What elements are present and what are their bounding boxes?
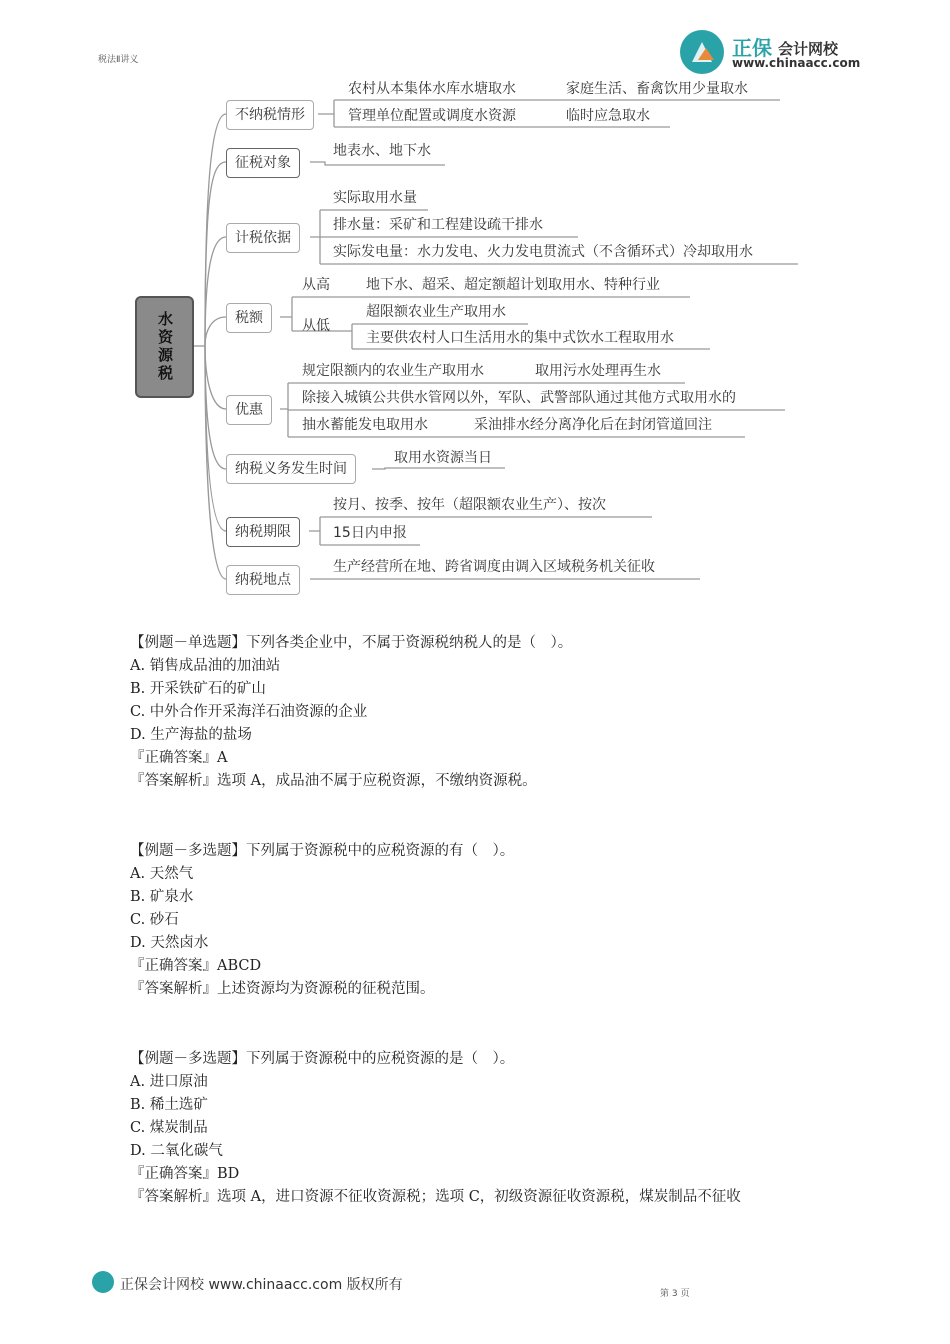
option: C. 中外合作开采海洋石油资源的企业 [130,704,368,720]
branch-non-taxable: 不纳税情形 [226,100,314,130]
option: A. 销售成品油的加油站 [130,658,281,674]
option: B. 矿泉水 [130,889,194,905]
mindmap-root: 水资源税 [135,296,194,398]
leaf: 主要供农村人口生活用水的集中式饮水工程取用水 [366,330,674,346]
answer: 『正确答案』A [130,750,228,766]
leaf: 除接入城镇公共供水管网以外，军队、武警部队通过其他方式取用水的 [302,390,736,406]
branch-payment-place: 纳税地点 [226,565,300,595]
leaf: 家庭生活、畜禽饮用少量取水 [566,81,748,97]
branch-tax-basis: 计税依据 [226,223,300,253]
explanation: 『答案解析』选项 A，成品油不属于应税资源，不缴纳资源税。 [130,773,537,789]
logo-text: 正保 [732,36,772,60]
answer: 『正确答案』BD [130,1166,240,1182]
explanation: 『答案解析』上述资源均为资源税的征税范围。 [130,981,435,997]
option: A. 天然气 [130,866,194,882]
leaf: 取用水资源当日 [394,450,492,466]
footer-logo-icon [92,1271,114,1293]
branch-tax-object: 征税对象 [226,148,300,178]
option: C. 砂石 [130,912,179,928]
question-stem: 【例题－多选题】下列属于资源税中的应税资源的有（ ）。 [130,843,515,859]
leaf: 15日内申报 [333,525,407,541]
leaf: 抽水蓄能发电取用水 [302,417,428,433]
leaf: 临时应急取水 [566,108,650,124]
option: B. 开采铁矿石的矿山 [130,681,266,697]
branch-tax-rate: 税额 [226,303,272,333]
branch-payment-period: 纳税期限 [226,517,300,547]
leaf: 超限额农业生产取用水 [366,304,506,320]
option: D. 天然卤水 [130,935,209,951]
leaf: 从低 [302,318,330,334]
leaf: 规定限额内的农业生产取用水 [302,363,484,379]
question-stem: 【例题－单选题】下列各类企业中，不属于资源税纳税人的是（ ）。 [130,635,573,651]
logo-url: www.chinaacc.com [732,56,861,70]
header-label: 税法Ⅱ讲义 [98,55,139,65]
leaf: 按月、按季、按年（超限额农业生产）、按次 [333,497,606,513]
page-number: 第 3 页 [660,1289,690,1299]
option: D. 二氧化碳气 [130,1143,223,1159]
option: A. 进口原油 [130,1074,208,1090]
logo-subtext: 会计网校 [778,40,839,58]
option: D. 生产海盐的盐场 [130,727,252,743]
question-stem: 【例题－多选题】下列属于资源税中的应税资源的是（ ）。 [130,1051,515,1067]
option: B. 稀土选矿 [130,1097,208,1113]
branch-obligation-time: 纳税义务发生时间 [226,454,356,484]
leaf: 从高 [302,277,330,293]
leaf: 地下水、超采、超定额超计划取用水、特种行业 [366,277,660,293]
leaf: 实际取用水量 [333,190,417,206]
leaf: 采油排水经分离净化后在封闭管道回注 [474,417,712,433]
leaf: 地表水、地下水 [333,143,431,159]
leaf: 排水量：采矿和工程建设疏干排水 [333,217,543,233]
footer-copyright: 正保会计网校 www.chinaacc.com 版权所有 [120,1277,403,1293]
answer: 『正确答案』ABCD [130,958,262,974]
leaf: 农村从本集体水库水塘取水 [348,81,516,97]
leaf: 管理单位配置或调度水资源 [348,108,516,124]
leaf: 取用污水处理再生水 [535,363,661,379]
option: C. 煤炭制品 [130,1120,208,1136]
explanation: 『答案解析』选项 A，进口资源不征收资源税；选项 C，初级资源征收资源税，煤炭制品不征收 [130,1189,741,1205]
branch-preferences: 优惠 [226,395,272,425]
leaf: 实际发电量：水力发电、火力发电贯流式（不含循环式）冷却取用水 [333,244,753,260]
leaf: 生产经营所在地、跨省调度由调入区域税务机关征收 [333,559,655,575]
